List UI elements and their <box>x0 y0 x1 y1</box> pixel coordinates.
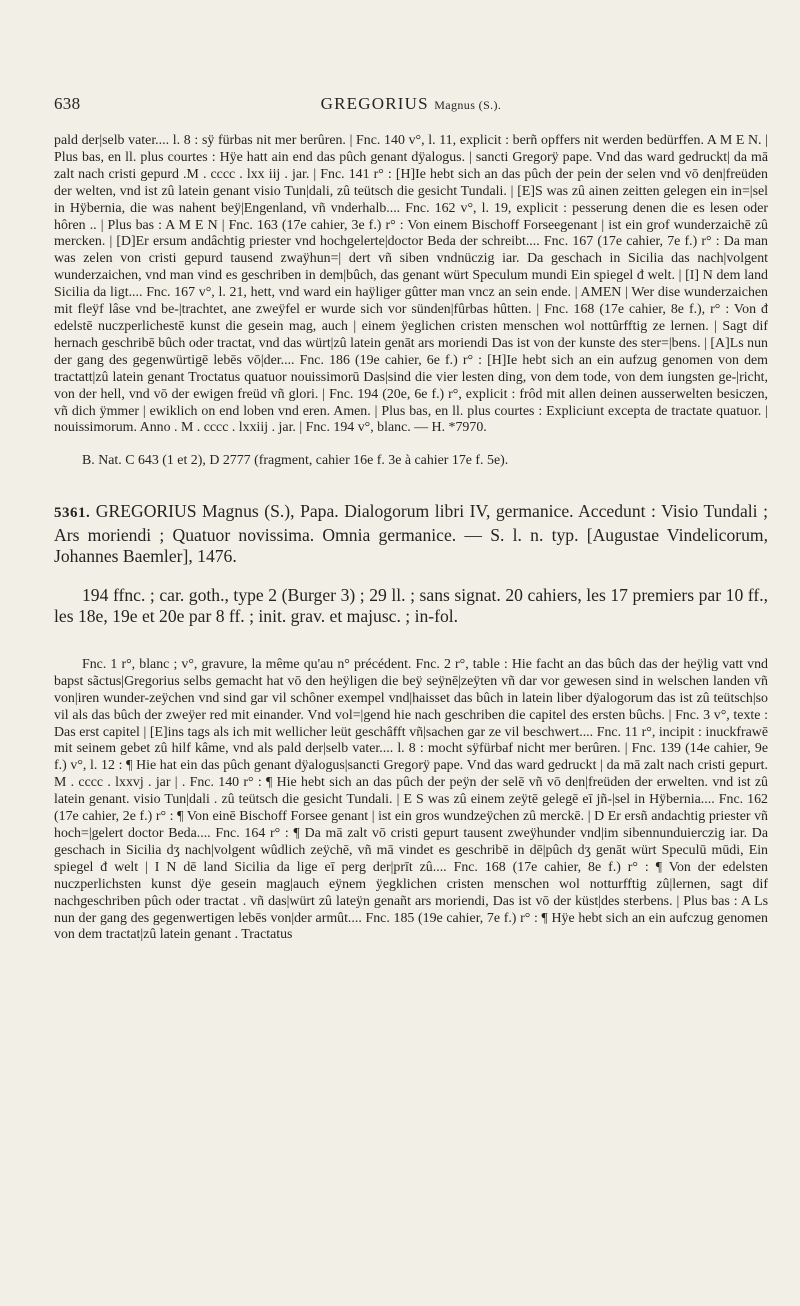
page-number: 638 <box>54 94 81 113</box>
library-location: B. Nat. C 643 (1 et 2), D 2777 (fragment, cahier 16e f. 3e à cahier 17e f. 5e). <box>82 453 509 469</box>
running-title-small: Magnus (S.). <box>434 98 502 112</box>
catalog-description-continued: pald der|selb vater.... l. 8 : sÿ fürbas nit mer berûren. | Fnc. 140 v°, l. 11, explicit : berñ opffers nit werden bedürffen. A M E N. | Plus bas, en ll. plus courtes : Hÿe hatt ain end das pûch genant dÿalogus. | sancti Gregorÿ pape. Vnd das ward gedruckt| da mā zalt nach cristi gepurd .M . cccc . lxx iij . jar. | Fnc. 141 r° : [H]Ie hebt sich an das pûch der pein der selen vnd vō den|freüden der welten, vnd ist zû latein genant visio Tun|dali, zû teütsch die gesicht Tundali. | [E]S was zû ainen zeitten gelegen ein in=|sel in Hÿbernia, die was nahent beÿ|Engenland, vñ vnderhalb.... Fnc. 162 v°, l. 19, explicit : pesserung denen die es lesen oder hôren .. | Plus bas : A M E N | Fnc. 163 (17e cahier, 3e f.) r° : Von einem Bischoff Forseegenant | ist ein grof wunderzaichē zû mercken. | [D]Er ersum andâchtig priester vnd hochgelerte|doctor Beda der schreibt.... Fnc. 167 (17e cahier, 7e f.) r° : Da man was zelen von cristi gepurd tausend zwaÿhun=| dert vñ siben vndnüczig iar. Da geschach in Sicilia das nach|volgent wunderzaichen, vnd man vind es geschriben in dem|bûch, das genant würt Speculum mundi Ein spiegel đ welt. | [I] N dem land Sicilia da ligt.... Fnc. 167 v°, l. 21, hett, vnd ward ein haÿliger gûtter man vncz an sein ende. | AMEN | Wer dise wunderzaichen mit fleÿf lâse vnd be-|trachtet, ane zweÿfel er wurde sich vor sünden|fûrbas hûtten. | Fnc. 168 (17e cahier, 8e f.), r° : Von đ edelstē nuczperlichestē kunst die gesein mag, auch | einem ÿeglichen cristen menschen wol nottûrfftig ze lernen. | Sagt dif hernach geschribē bûch oder tractat, vnd das würt|zû latein genāt ars moriendi Das ist von der kunste des ster=|bens. | [A]Ls nun der gang des gegenwürtigē lebēs vō|der.... Fnc. 186 (19e cahier, 6e f.) r° : [H]Ie hebt sich an ein aufzug genomen von dem tractatt|zû latein genant Troctatus quatuor nouissimorū Das|sind die vier lesten ding, von dem tode, von dem iungsten ge-|richt, von der hell, vnd vō der ewigen freüd vñ glori. | Fnc. 194 (20e, 6e f.) r°, explicit : frôd mit allen deinen ausserwelten besiczen, vñ dich ÿmmer | ewiklich on end loben vnd eren. Amen. | Plus bas, en ll. plus courtes : Expliciunt excepta de tractate quatuor. | nouissimorum. Anno . M . cccc . lxxiij . jar. | Fnc. 194 v°, blanc. — H. *7970. <box>54 133 768 436</box>
catalog-description: Fnc. 1 r°, blanc ; v°, gravure, la même qu'au n° précédent. Fnc. 2 r°, table : Hie facht an das bûch das der heÿlig vatt vnd bapst sãctus|Gregorius selbs gemacht hat vō den heÿligen die beÿ seÿnē|zeÿten vñ dar vor gewesen sind in welschen landen vñ von|iren wunder-zeÿchen vnd sind gar vil schôner exempel vnd|haisset das bûch in latein liber dÿalogorum das ist zû teütsch|so vil als das bûch der zweÿer red mit einander. Vnd vol=|gend hie nach geschriben die capitel des ersten bûchs. | Fnc. 3 v°, texte : Das erst capitel | [E]ins tags als ich mit wellicher leüt geschâfft vñ|sachen gar ze vil beschwert.... Fnc. 11 r°, incipit : inuckfrawē mit seinem gebet zû hilf kâme, vnd als pald der|selb vater.... l. 8 : mocht sÿfürbaf nicht mer berûren. | Fnc. 139 (14e cahier, 9e f.) v°, l. 12 : ¶ Hie hat ein das pûch genant dÿalogus|sancti Gregorÿ pape. Vnd das ward gedruckt | da mā zalt nach cristi gepurt. M . cccc . lxxvj . jar | . Fnc. 140 r° : ¶ Hie hebt sich an das pûch der peÿn der selē vñ vō den|freüden der erwelten. vnd ist zû latein genant. visio Tun|dali . zû teütsch die gesicht Tundali. | E S was zû einem zeÿtē gelegē eī jñ-|sel in Hÿbernia.... Fnc. 162 (17e cahier, 2e f.) r° : ¶ Von einē Bischoff Forsee genant | ist ein gros wundzeÿchen zû merckē. | D Er ersñ andachtig priester vñ hoch=|gelert doctor Beda.... Fnc. 164 r° : ¶ Da mā zalt vō cristi gepurt tausent zweÿhunder vnd|im sibennunduierczig iar. Da geschach in Sicilia dʒ nach|volgent wûdlich zeÿchē, vñ mā vindet es geschribē in dē|pûch dʒ genāt würt Speculū mūdi, Ein spiegel đ welt | I N dē land Sicilia da lige eī perg der|prīt zû.... Fnc. 168 (17e cahier, 8e f.) r° : ¶ Von der edelsten nuczperlichsten kunst dÿe gesein mag|auch eÿnem ÿegklichen cristen menschen wol notturfftig zû|lernen, sagt dif nachgeschriben pûch oder tractat . vñ das|würt zû lateÿn genañt ars moriendi, Das ist vō der küst|des sterbens. | Plus bas : A Ls nun der gang des gegenwertigen lebēs von|der armût.... Fnc. 185 (19e cahier, 7e f.) r° : ¶ Hÿe hebt sich an ein aufczug genomen von dem tractat|zû latein genant . Tractatus <box>54 656 768 943</box>
catalog-entry-heading <box>54 501 768 567</box>
entry-number: 5361. <box>54 505 91 522</box>
running-head <box>54 0 768 120</box>
collation: 194 ffnc. ; car. goth., type 2 (Burger 3) ; 29 ll. ; sans signat. 20 cahiers, les 17 premiers par 10 ff., les 18e, 19e et 20e par 8 ff. ; init. grav. et majusc. ; in-fol. <box>54 584 768 626</box>
running-title-main: GREGORIUS <box>320 94 429 113</box>
running-title <box>54 94 768 114</box>
entry-title: GREGORIUS Magnus (S.), Papa. Dialogorum libri IV, germanice. Accedunt : Visio Tundali ; Ars moriendi ; Quatuor novissima. Omnia germanice. — S. l. n. typ. [Augustae Vindelicorum, Johannes Baemler], 1476. <box>54 501 768 566</box>
